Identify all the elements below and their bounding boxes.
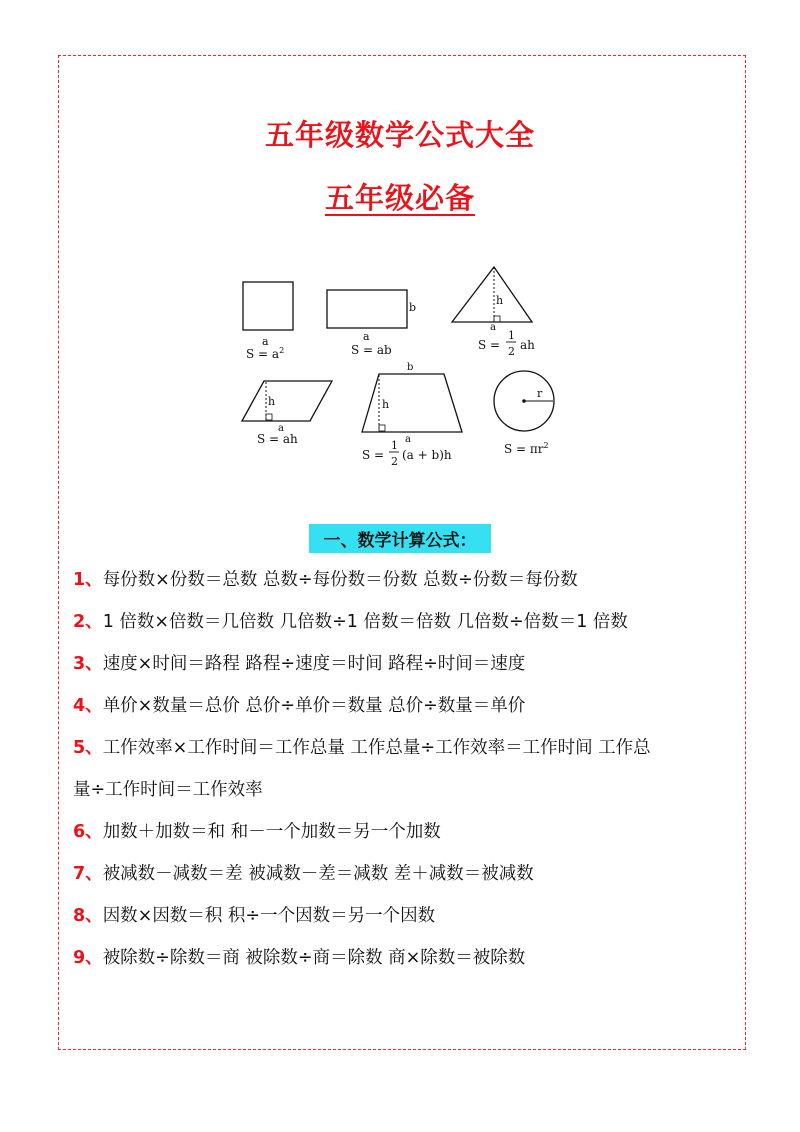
parallelogram-height-label: h <box>268 395 276 408</box>
parallelogram-base-label: a <box>278 423 284 434</box>
triangle-height-label: h <box>496 294 504 307</box>
page-title: 五年级数学公式大全 <box>264 118 535 152</box>
formula-text: 因数×因数＝积 积÷一个因数＝另一个因数 <box>102 906 436 926</box>
formula-number: 2、 <box>73 612 103 632</box>
formula-text: 被减数－减数＝差 被减数－差＝减数 差＋减数＝被减数 <box>102 864 534 884</box>
formula-number: 5、 <box>73 738 103 758</box>
formula-number: 3、 <box>73 654 103 674</box>
formula-text: 单价×数量＝总价 总价÷单价＝数量 总价÷数量＝单价 <box>102 696 526 716</box>
formula-line-9 <box>73 946 525 970</box>
square-shape <box>243 282 293 330</box>
area-formula-figure <box>232 262 572 472</box>
trapezoid-frac-den: 2 <box>391 455 398 468</box>
rectangle-formula: S = ab <box>351 343 392 357</box>
formula-line-6 <box>73 820 441 844</box>
trapezoid-formula-prefix: S = <box>362 448 385 462</box>
formula-text: 速度×时间＝路程 路程÷速度＝时间 路程÷时间＝速度 <box>102 654 526 674</box>
formula-line-3 <box>73 652 525 676</box>
formula-line-1 <box>73 568 578 592</box>
circle-formula: $S = \pi r^2$ <box>504 441 549 456</box>
circle-radius-label: r <box>537 387 543 400</box>
trapezoid-frac-num: 1 <box>391 439 398 452</box>
formula-line-5-continued <box>73 778 263 802</box>
trapezoid-formula-suffix: (a + b)h <box>402 448 452 462</box>
page-subtitle: 五年级必备 <box>324 181 475 215</box>
trapezoid-height-label: h <box>382 398 390 411</box>
formula-number: 8、 <box>73 906 103 926</box>
formula-number: 1、 <box>73 570 103 590</box>
trapezoid-shape <box>362 374 462 432</box>
formula-number: 7、 <box>73 864 103 884</box>
rectangle-height-label: b <box>409 301 417 314</box>
formula-number: 6、 <box>73 822 103 842</box>
formula-number: 4、 <box>73 696 103 716</box>
square-formula: $S = a^2$ <box>246 346 285 361</box>
formula-line-2 <box>73 610 628 634</box>
parallelogram-shape <box>242 381 332 421</box>
formula-number: 9、 <box>73 948 103 968</box>
formula-line-5 <box>73 736 651 760</box>
parallelogram-formula: S = ah <box>257 432 298 446</box>
triangle-formula-suffix: ah <box>520 338 535 352</box>
formula-text: 被除数÷除数＝商 被除数÷商＝除数 商×除数＝被除数 <box>102 948 526 968</box>
square-side-label: a <box>262 335 269 348</box>
triangle-base-label: a <box>490 322 496 333</box>
rectangle-side-label: a <box>363 330 370 343</box>
formula-text: 工作效率×工作时间＝工作总量 工作总量÷工作效率＝工作时间 工作总 <box>102 738 651 758</box>
rectangle-shape <box>327 290 407 328</box>
trapezoid-top-label: b <box>407 362 414 373</box>
triangle-formula-prefix: S = <box>478 338 501 352</box>
formula-text-continued: 量÷工作时间＝工作效率 <box>73 780 263 800</box>
triangle-shape <box>452 267 532 322</box>
formula-line-8 <box>73 904 435 928</box>
triangle-frac-den: 2 <box>508 345 515 358</box>
formula-line-7 <box>73 862 534 886</box>
formula-text: 每份数×份数＝总数 总数÷每份数＝份数 总数÷份数＝每份数 <box>102 570 578 590</box>
triangle-frac-num: 1 <box>508 329 515 342</box>
formula-text: 加数＋加数＝和 和－一个加数＝另一个加数 <box>102 822 441 842</box>
formula-text: 1 倍数×倍数＝几倍数 几倍数÷1 倍数＝倍数 几倍数÷倍数＝1 倍数 <box>102 612 628 632</box>
formula-line-4 <box>73 694 525 718</box>
trapezoid-bottom-label: a <box>405 434 411 445</box>
section-heading: 一、数学计算公式： <box>309 524 491 553</box>
